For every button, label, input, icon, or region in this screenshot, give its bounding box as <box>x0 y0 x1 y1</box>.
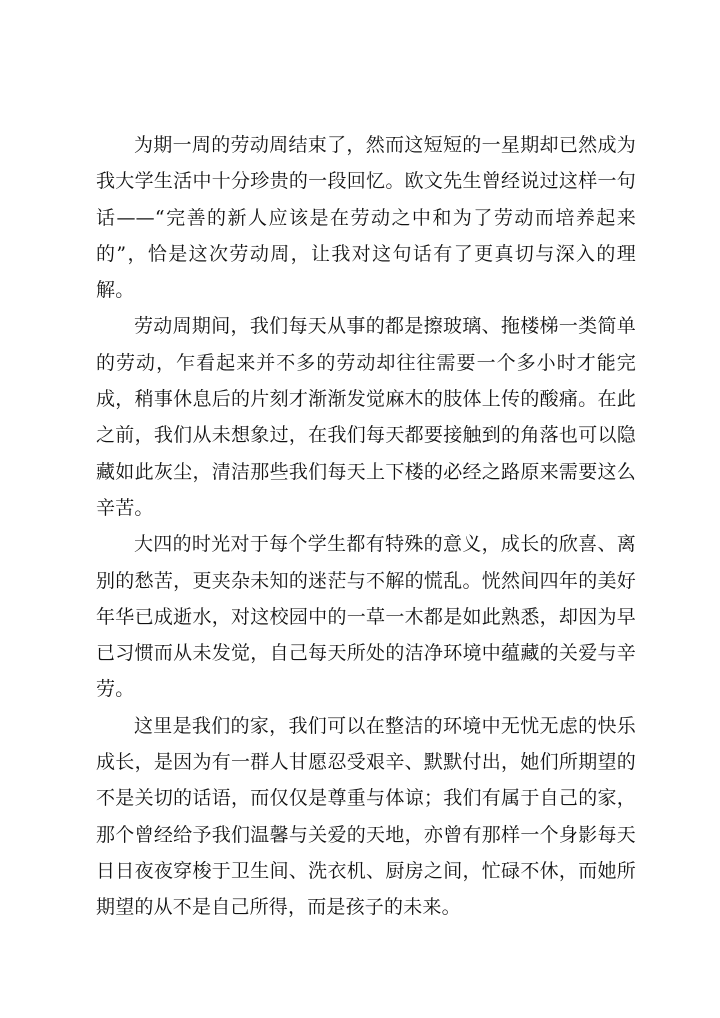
paragraph-2: 劳动周期间，我们每天从事的都是擦玻璃、拖楼梯一类简单的劳动，乍看起来并不多的劳动却往往需要一个多小时才能完成，稍事休息后的片刻才渐渐发觉麻木的肢体上传的酸痛。在此之前，我们从未想象过，在我们每天都要接触到的角落也可以隐藏如此灰尘，清洁那些我们每天上下楼的必经之路原来需要这么辛苦。 <box>96 315 636 519</box>
paragraph-4: 这里是我们的家，我们可以在整洁的环境中无忧无虑的快乐成长，是因为有一群人甘愿忍受艰辛、默默付出，她们所期望的不是关切的话语，而仅仅是尊重与体谅；我们有属于自己的家，那个曾经给予我们温馨与关爱的天地，亦曾有那样一个身影每天日日夜夜穿梭于卫生间、洗衣机、厨房之间，忙碌不休，而她所期望的从不是自己所得，而是孩子的未来。 <box>96 714 636 919</box>
paragraph-3: 大四的时光对于每个学生都有特殊的意义，成长的欣喜、离别的愁苦，更夹杂未知的迷茫与不解的慌乱。恍然间四年的美好年华已成逝水，对这校园中的一草一木都是如此熟悉，却因为早已习惯而从未发觉，自己每天所处的洁净环境中蕴藏的关爱与辛劳。 <box>96 533 636 701</box>
document-body <box>96 127 636 926</box>
paragraph-1: 为期一周的劳动周结束了，然而这短短的一星期却已然成为我大学生活中十分珍贵的一段回忆。欧文先生曾经说过这样一句话——“完善的新人应该是在劳动之中和为了劳动而培养起来的”，恰是这次劳动周，让我对这句话有了更真切与深入的理解。 <box>96 134 636 302</box>
